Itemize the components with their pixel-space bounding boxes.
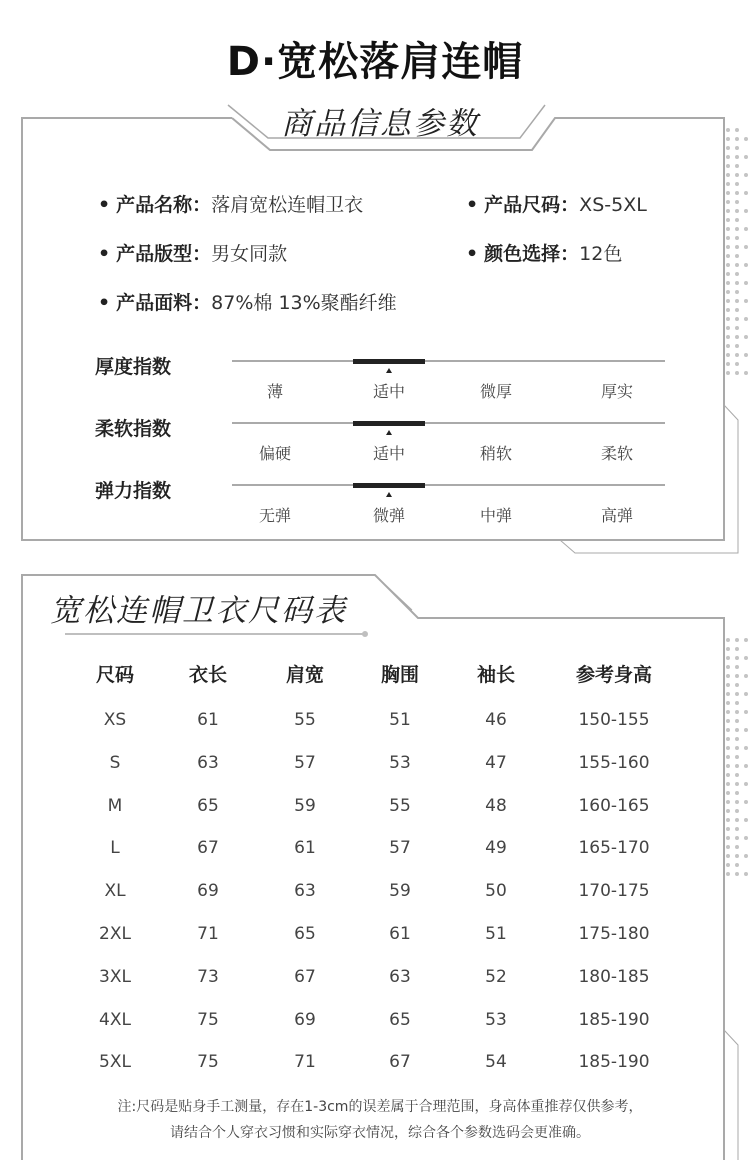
bullet-icon: •	[466, 243, 479, 265]
table-cell: 2XL	[99, 924, 131, 944]
table-header: 衣长	[188, 664, 227, 686]
table-cell: 51	[389, 710, 411, 730]
scale-label-elasticity: 弹力指数	[95, 480, 172, 502]
scale-option: 稍软	[479, 444, 512, 463]
scale-option: 偏硬	[258, 444, 291, 463]
table-cell: 48	[485, 795, 507, 816]
table-cell: 69	[197, 881, 219, 902]
info-item-color	[466, 239, 622, 266]
info-label: 产品尺码：	[484, 194, 580, 216]
info-value: 87%棉 13%聚酯纤维	[211, 292, 397, 314]
table-cell: 63	[294, 881, 316, 902]
table-cell: 46	[485, 710, 507, 730]
info-value: 男女同款	[211, 243, 288, 265]
table-cell: 170-175	[578, 881, 650, 902]
table-cell: 55	[389, 795, 411, 816]
note-line: 请结合个人穿衣习惯和实际穿衣情况，综合各个参数选码会更准确。	[170, 1125, 590, 1141]
scale-option: 薄	[266, 382, 283, 401]
note-line: 注:尺码是贴身手工测量，存在1-3cm的误差属于合理范围，身高体重推荐仅供参考，	[117, 1099, 643, 1115]
scale-option: 微厚	[479, 382, 512, 401]
table-cell: 67	[389, 1052, 411, 1073]
page-title: D·宽松落肩连帽	[226, 39, 524, 85]
table-header: 胸围	[380, 664, 419, 686]
table-cell: L	[110, 838, 120, 859]
scale-option: 柔软	[600, 444, 633, 463]
table-cell: 67	[197, 838, 219, 859]
table-cell: 57	[389, 838, 411, 859]
scale-pointer-icon	[386, 492, 392, 497]
scale-option: 中弹	[479, 506, 512, 525]
table-cell: 50	[485, 881, 507, 902]
scale-pointer-icon	[386, 430, 392, 435]
scale-option: 厚实	[600, 382, 633, 401]
size-section-title: 宽松连帽卫衣尺码表	[50, 593, 347, 629]
table-cell: 59	[389, 881, 411, 902]
table-cell: 75	[197, 1052, 219, 1073]
table-cell: 65	[294, 924, 316, 944]
scale-option: 微弹	[372, 506, 405, 525]
scale-marker	[353, 483, 425, 488]
table-cell: 73	[197, 966, 219, 987]
table-cell: 71	[197, 924, 219, 944]
table-cell: M	[107, 795, 123, 816]
bullet-icon: •	[98, 194, 111, 216]
table-cell: 59	[294, 795, 316, 816]
table-cell: 3XL	[99, 966, 131, 987]
scale-label-thickness: 厚度指数	[95, 356, 172, 378]
table-cell: 185-190	[578, 1052, 650, 1073]
table-cell: 61	[389, 924, 411, 944]
table-cell: 63	[197, 752, 219, 773]
scale-label-softness: 柔软指数	[95, 418, 172, 440]
scale-option: 适中	[372, 444, 405, 463]
info-item-size	[466, 190, 647, 217]
table-cell: 61	[294, 838, 316, 859]
scale-option: 适中	[372, 382, 405, 401]
table-cell: S	[109, 752, 121, 773]
scale-option: 无弹	[258, 506, 291, 525]
table-cell: 63	[389, 966, 411, 987]
table-cell: 75	[197, 1009, 219, 1030]
table-cell: 155-160	[578, 752, 650, 773]
table-cell: 49	[485, 838, 507, 859]
table-header: 尺码	[95, 664, 134, 686]
info-label: 产品面料：	[116, 292, 212, 314]
table-cell: 53	[389, 752, 411, 773]
info-value: XS-5XL	[579, 194, 647, 216]
table-cell: 5XL	[99, 1052, 131, 1073]
bullet-icon: •	[98, 292, 111, 314]
scale-marker	[353, 359, 425, 364]
table-cell: 51	[485, 924, 507, 944]
table-cell: 47	[485, 752, 507, 773]
table-cell: 160-165	[578, 795, 650, 816]
table-header: 参考身高	[575, 664, 652, 686]
bullet-icon: •	[466, 194, 479, 216]
info-item-fabric	[98, 288, 397, 315]
table-cell: 54	[485, 1052, 507, 1073]
bullet-icon: •	[98, 243, 111, 265]
table-cell: 185-190	[578, 1009, 650, 1030]
table-cell: 69	[294, 1009, 316, 1030]
table-cell: 65	[389, 1009, 411, 1030]
params-section-title: 商品信息参数	[281, 106, 479, 142]
table-cell: 4XL	[99, 1009, 131, 1030]
table-cell: 55	[294, 710, 316, 730]
table-cell: XL	[104, 881, 126, 902]
info-label: 产品名称：	[116, 194, 212, 216]
table-cell: 61	[197, 710, 219, 730]
table-header: 肩宽	[285, 664, 324, 686]
info-item-fit	[98, 239, 287, 266]
info-label: 产品版型：	[116, 243, 212, 265]
table-cell: 53	[485, 1009, 507, 1030]
table-cell: 52	[485, 966, 507, 987]
table-cell: 180-185	[578, 966, 650, 987]
info-value: 12色	[579, 243, 623, 265]
info-item-name	[98, 190, 363, 217]
info-label: 颜色选择：	[484, 243, 580, 265]
scale-marker	[353, 421, 425, 426]
table-cell: 165-170	[578, 838, 650, 859]
scale-option: 高弹	[600, 506, 633, 525]
table-cell: 150-155	[578, 710, 650, 730]
info-value: 落肩宽松连帽卫衣	[211, 194, 364, 216]
scale-pointer-icon	[386, 368, 392, 373]
table-header: 袖长	[476, 664, 515, 686]
table-cell: 175-180	[578, 924, 650, 944]
table-cell: XS	[103, 710, 127, 730]
dot-decoration	[726, 128, 748, 375]
dot-decoration	[726, 638, 748, 876]
table-cell: 67	[294, 966, 316, 987]
table-cell: 57	[294, 752, 316, 773]
table-cell: 65	[197, 795, 219, 816]
table-cell: 71	[294, 1052, 316, 1073]
